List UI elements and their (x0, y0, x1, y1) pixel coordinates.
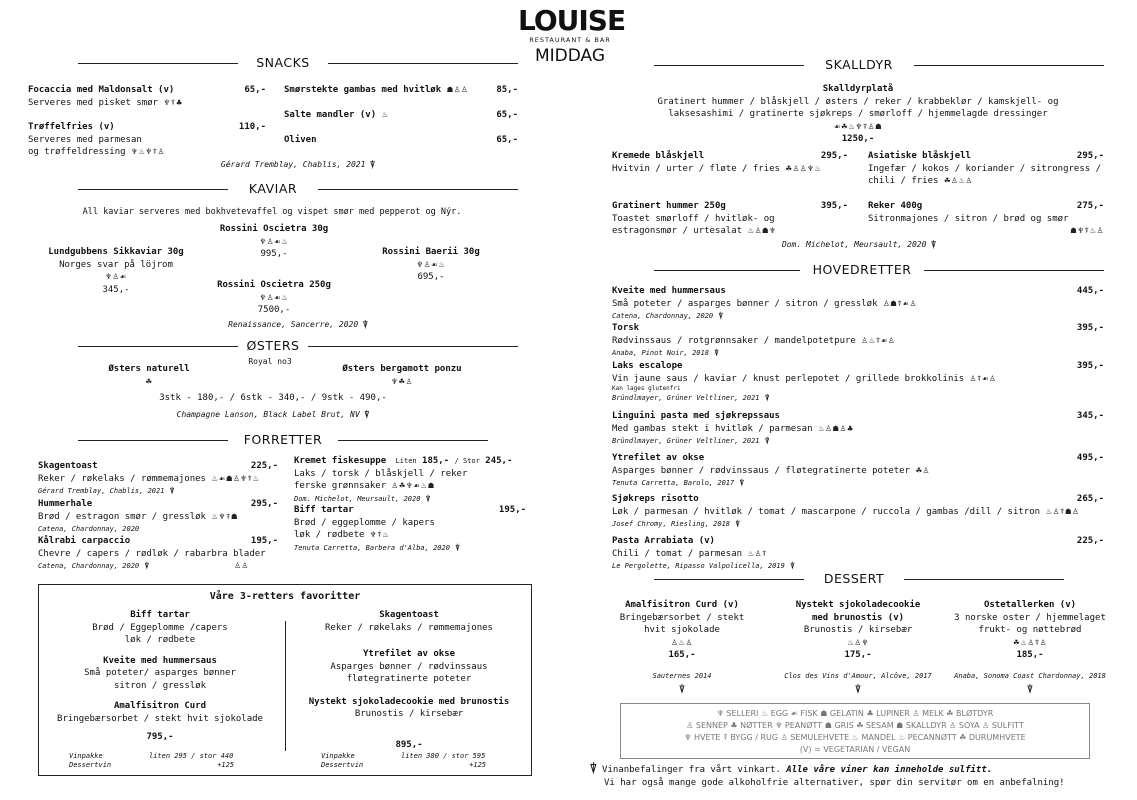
wine-text: Champagne Lanson, Black Label Brut, NV (176, 410, 360, 419)
item-name: Focaccia med Maldonsalt (v) (28, 85, 175, 95)
item-desc: laksesashimi / gratinerte sjøkreps / smørloff / hjemmelagde dressinger (668, 109, 1048, 119)
box-left-column (43, 609, 277, 744)
box-divider (285, 621, 286, 751)
allergen-icons: ☗♆⍒♨♙ (1070, 226, 1104, 235)
item-desc: Ingefær / kokos / koriander / sitrongress / (868, 163, 1101, 174)
item-desc: 3 norske oster / hjemmelaget (954, 612, 1106, 623)
item-name: Biff tartar (130, 610, 190, 620)
item-price: 1250,- (841, 134, 875, 144)
forretter-title: FORRETTER (243, 432, 323, 447)
item-name: Amalfisitron Curd (v) (625, 600, 739, 610)
item-name: Kremede blåskjell (612, 151, 705, 161)
dessert-title: DESSERT (823, 571, 885, 586)
three-course-box (38, 584, 532, 776)
wine-text: Renaissance, Sancerre, 2020 (228, 320, 359, 329)
item-desc: Serveres med parmesan (28, 134, 142, 145)
allergen-icons: ♙⍒☙♙ (969, 373, 997, 383)
item-price: 195,- (498, 505, 526, 515)
osters-title: ØSTERS (246, 338, 300, 353)
hovedretter-title: HOVEDRETTER (812, 262, 912, 277)
allergen-icons: ♨☙☗♙♆⍒♨ (211, 473, 260, 483)
menu-item (194, 279, 354, 317)
item-name: Trøffelfries (v) (28, 122, 115, 132)
logo-wordmark: LOUISE (518, 4, 626, 37)
pkg-price: liten 380 / stor 595 (401, 752, 486, 760)
wine-text: Dom. Michelot, Meursault, 2020 (781, 240, 927, 249)
wine-glass-icon: ⍒ (144, 562, 149, 570)
item-price: 695,- (417, 272, 445, 282)
osters-section-header (78, 338, 518, 354)
wine-glass-icon: ⍒ (764, 394, 770, 402)
wine-glass-icon: ⍒ (739, 479, 744, 487)
pkg-price: liten 295 / stor 440 (149, 752, 234, 760)
menu-item (612, 150, 848, 175)
item-desc: Brunostis / kirsebær (803, 625, 913, 635)
menu-item (34, 246, 198, 296)
item-desc: Bringebærsorbet / stekt hvit sjokolade (57, 713, 263, 724)
menu-item (606, 599, 758, 696)
wine-text: Gérard Tremblay, Chablis, 2021 (38, 487, 165, 495)
wine-glass-icon: ⍒ (169, 487, 175, 495)
menu-item (28, 84, 266, 109)
item-price: 165,- (668, 650, 696, 660)
wine-text: Dom. Michelot, Meursault, 2020 (294, 494, 421, 503)
menu-item (612, 410, 1104, 448)
item-desc: Norges svar på löjrom (59, 259, 173, 270)
item-desc: Bringebærsorbet / stekt (619, 612, 745, 623)
wine-text: Anaba, Sonoma Coast Chardonnay, 2018 (954, 671, 1106, 680)
allergen-icons: ♆♙☙ (105, 272, 127, 281)
wine-text: Clos des Vins d'Amour, Alcôve, 2017 (784, 671, 932, 680)
snacks-section-header (78, 55, 518, 71)
wine-text: Gérard Tremblay, Chablis, 2021 (220, 160, 366, 169)
allergen-icons: ☘♙♨♙ (943, 176, 973, 185)
allergen-icons: ☗♙♙ (446, 85, 469, 94)
forretter-section-header (78, 432, 488, 448)
menu-item (294, 504, 526, 554)
item-name: Sjøkreps risotto (612, 494, 699, 504)
allergen-icons: ♆⍒♣ (163, 97, 183, 107)
item-name: Østers bergamott ponzu (342, 364, 462, 374)
allergen-icons: ♙☗⍒☙♙ (882, 298, 917, 308)
wine-glass-icon: ⍒ (455, 543, 460, 552)
snacks-title: SNACKS (256, 55, 310, 70)
wine-text: Catena, Chardonnay, 2020 (612, 312, 714, 320)
pkg-label: Dessertvin (69, 761, 112, 769)
wine-recommendation (654, 239, 1064, 252)
item-name: Kveite med hummersaus (103, 655, 217, 666)
allergen-icons: ♨ (381, 110, 389, 119)
item-name: Ostetallerken (v) (983, 600, 1077, 610)
item-price: 265,- (1076, 494, 1104, 504)
wine-text: Catena, Chardonnay, 2020 (38, 525, 140, 533)
logo (518, 4, 626, 44)
allergen-icons: ☙☘♨♆⍒♙☗ (833, 121, 883, 131)
menu-item (38, 498, 278, 536)
wine-text: Bründlmayer, Grüner Veltliner, 2021 (612, 437, 760, 445)
item-price: 395,- (1076, 323, 1104, 333)
pkg-label: Vinpakke (69, 752, 103, 760)
item-desc: fløtegratinerte poteter (346, 674, 472, 684)
allergen-row: ♆ HVETE ⍒ BYGG / RUG ♙ SEMULEHVETE ♨ MANDEL ♨ PECANNØTT ☘ DURUMHVETE (684, 733, 1026, 742)
item-price: 345,- (1076, 411, 1104, 421)
menu-item (194, 223, 354, 261)
item-desc: Rødvinssaus / rotgrønnsaker / mandelpotetpure (612, 335, 856, 346)
item-desc: Asparges bønner / rødvinssaus / fløtegratinerte poteter (612, 465, 911, 476)
item-desc: chili / fries (868, 176, 939, 186)
hovedretter-section-header (654, 262, 1104, 278)
item-desc: Asparges bønner / rødvinssaus (330, 661, 488, 672)
menu-item (38, 460, 278, 498)
allergen-icons: ♆⍒♨ (369, 530, 390, 539)
allergen-icons: ♙☘♆☙♨☗ (391, 481, 435, 490)
wine-glass-icon: ⍒ (679, 684, 685, 695)
item-desc: Chili / tomat / parmesan (612, 548, 743, 559)
item-desc: Brød / estragon smør / gressløk (38, 511, 206, 522)
wine-text: Josef Chromy, Riesling, 2018 (612, 520, 731, 528)
wine-glass-icon: ⍒ (1027, 684, 1033, 695)
allergen-icons: ♙♨⍒☙♙ (861, 335, 896, 345)
item-price: 65,- (496, 110, 518, 120)
wine-text: Le Pergolette, Ripasso Valpolicella, 2019 (612, 562, 785, 570)
kaviar-section-header (78, 181, 518, 197)
footer-line-1b: Alle våre viner kan inneholde sulfitt. (786, 765, 993, 775)
wine-text: Catena, Chardonnay, 2020 (38, 562, 140, 570)
wine-glass-icon: ⍒ (735, 520, 740, 528)
item-price: 185,- (1016, 650, 1044, 660)
menu-item (612, 452, 1104, 490)
wine-glass-icon: ⍒ (425, 494, 431, 503)
item-name: Pasta Arrabiata (v) (612, 536, 715, 546)
oyster-variety-note: Royal no3 (248, 357, 292, 366)
menu-price: 895,- (395, 739, 423, 750)
item-price: 245,- (485, 456, 513, 466)
item-name: Salte mandler (v) (284, 110, 377, 120)
item-desc: estragonsmør / urtesalat (612, 226, 743, 236)
item-price: 275,- (1076, 201, 1104, 211)
item-desc: Serveres med pisket smør (28, 97, 159, 108)
allergen-row: (V) = VEGETARIAN / VEGAN (799, 745, 911, 754)
wine-package (69, 752, 249, 770)
wine-recommendation (78, 409, 468, 422)
item-price: 345,- (102, 284, 130, 295)
item-name: Nystekt sjokoladecookie (795, 600, 921, 610)
skalldyr-title: SKALLDYR (825, 57, 893, 72)
menu-item (612, 535, 1104, 573)
wine-glass-icon: ⍒ (855, 684, 861, 695)
kaviar-title: KAVIAR (248, 181, 298, 196)
menu-item (772, 599, 944, 696)
item-desc: og trøffeldressing (28, 147, 126, 157)
wine-text: Tenuta Carretta, Barbera d'Alba, 2020 (294, 543, 450, 552)
item-price: 7500,- (257, 305, 291, 315)
allergen-icons: ☘ (145, 376, 153, 386)
item-name: Nystekt sjokoladecookie med brunostis (308, 696, 510, 707)
box-right-column (291, 609, 527, 751)
wine-glass-icon: ⍒ (931, 240, 937, 249)
item-price: 295,- (250, 499, 278, 509)
item-price: 65,- (244, 85, 266, 95)
wine-package (321, 752, 501, 770)
item-price: 395,- (820, 201, 848, 211)
item-desc: Reker / røkelaks / rømmemajones (325, 622, 493, 633)
item-desc: Vin jaune saus / kaviar / knust perlepotet / grillede brokkolinis (612, 373, 965, 384)
dessert-section-header (654, 571, 1064, 587)
item-name: Ytrefilet av okse (362, 649, 456, 659)
allergen-row: ♆ SELLERI ♨ EGG ☙ FISK ☗ GELATIN ♣ LUPINER ♙ MELK ☘ BLØTDYR (716, 709, 994, 718)
menu-item (366, 246, 496, 284)
item-name: Kålrabi carpaccio (38, 536, 131, 546)
menu-item (28, 121, 266, 159)
item-price: 175,- (844, 650, 872, 660)
item-desc: Små poteter / asparges bønner / sitron / gressløk (612, 298, 878, 309)
item-price: 395,- (1076, 361, 1104, 371)
item-desc: Små poteter/ asparges bønner (84, 668, 236, 678)
pkg-price: +125 (217, 761, 234, 769)
menu-price: 795,- (146, 732, 174, 742)
item-name: Laks escalope (612, 361, 683, 371)
menu-item (612, 360, 1104, 405)
allergen-icons: ☘♙♙♆♨ (785, 163, 822, 173)
pkg-label: Vinpakke (321, 752, 355, 760)
item-desc: Toastet smørloff / hvitløk- og (612, 213, 775, 224)
allergen-icons: ♨♙♆ (847, 637, 869, 647)
item-price: 110,- (238, 122, 266, 132)
item-name: Amalfisitron Curd (113, 701, 207, 711)
wine-text: Sauternes 2014 (652, 671, 712, 680)
item-price: 185,- (422, 456, 450, 466)
item-desc: Brød / eggeplomme / kapers (294, 517, 435, 528)
menu-item (612, 83, 1104, 146)
footer-note (590, 763, 1130, 777)
oyster-prices: 3stk - 180,- / 6stk - 340,- / 9stk - 490,- (159, 393, 387, 403)
item-name: Linguini pasta med sjøkrepssaus (612, 411, 780, 421)
menu-item (612, 322, 1104, 360)
item-price: 995,- (260, 249, 288, 259)
item-price: 295,- (820, 151, 848, 161)
wine-glass-icon: ⍒ (370, 160, 376, 169)
allergen-icons: ♆☘♙ (391, 376, 413, 386)
allergen-icons: ♆♙☙♨ (416, 259, 446, 269)
allergen-icons: ♨♙⍒☗♙ (1045, 506, 1080, 516)
wine-glass-icon: ⍒ (364, 410, 370, 419)
menu-item (868, 150, 1104, 188)
wine-recommendation (78, 319, 518, 332)
allergen-icons: ♨♙⍒ (747, 548, 767, 558)
item-price: 445,- (1076, 286, 1104, 296)
item-name: Reker 400g (868, 201, 923, 211)
item-note: Kan lages glutenfri (612, 385, 681, 392)
item-desc: sitron / gressløk (113, 680, 207, 691)
item-name: Rossini Baerii 30g (382, 247, 480, 257)
item-desc: Reker / røkelaks / rømmemajones (38, 473, 206, 484)
item-desc: løk / rødbete (124, 635, 196, 645)
item-name: Torsk (612, 323, 640, 333)
allergen-icons: ♨♙☗♙♣ (817, 423, 855, 433)
item-price: 225,- (250, 461, 278, 471)
pkg-label: Dessertvin (321, 761, 364, 769)
menu-item (612, 493, 1104, 531)
item-desc: Chevre / capers / rødløk / rabarbra blader (38, 548, 266, 559)
item-name: Gratinert hummer 250g (612, 201, 726, 211)
item-name: Kremet fiskesuppe (294, 456, 387, 466)
item-desc: frukt- og nøttebrød (978, 625, 1082, 635)
item-desc: Brunostis / kirsebær (354, 709, 464, 719)
item-name: med brunostis (v) (811, 612, 905, 623)
size-label: / Stor (454, 457, 480, 465)
item-desc: løk / rødbete (294, 530, 365, 540)
item-desc: Sitronmajones / sitron / brød og smør (868, 213, 1069, 224)
wine-glass-icon: ⍒ (790, 562, 795, 570)
item-name: Skalldyrplatå (822, 84, 894, 94)
item-name: Kveite med hummersaus (612, 286, 726, 296)
three-course-title: Våre 3-retters favoritter (209, 591, 361, 602)
menu-item (612, 200, 848, 238)
allergen-icons: ♙♨♙ (671, 637, 693, 647)
kaviar-intro: All kaviar serveres med bokhvetevaffel og vispet smør med pepperot og Nýr. (82, 207, 462, 217)
item-price: 225,- (1076, 536, 1104, 546)
allergen-icons: ♆♨♆⍒♙ (130, 147, 165, 156)
item-name: Biff tartar (294, 505, 354, 515)
item-name: Oliven (284, 135, 317, 145)
skalldyr-section-header (654, 57, 1104, 73)
item-name: Østers naturell (108, 364, 190, 374)
item-name: Lundgubbens Sikkaviar 30g (48, 247, 184, 257)
wine-text: Bründlmayer, Grüner Veltliner, 2021 (612, 394, 760, 402)
menu-item (322, 363, 482, 388)
item-desc: hvit sjokolade (644, 625, 720, 635)
wine-recommendation (78, 159, 518, 172)
item-price: 85,- (496, 85, 518, 95)
pkg-price: +125 (469, 761, 486, 769)
item-name: Rossini Oscietra 250g (217, 280, 331, 290)
item-desc: Løk / parmesan / hvitløk / tomat / mascarpone / ruccola / gambas /dill / sitron (612, 506, 1041, 517)
item-name: Smørstekte gambas med hvitløk (284, 85, 442, 95)
menu-item (38, 535, 278, 573)
size-label: Liten (395, 457, 417, 465)
item-price: 495,- (1076, 453, 1104, 463)
item-desc: Hvitvin / urter / fløte / fries (612, 163, 780, 174)
item-name: Hummerhale (38, 499, 93, 509)
item-desc: Med gambas stekt i hvitløk / parmesan (612, 423, 813, 434)
page-title: MIDDAG (534, 46, 606, 66)
menu-item (284, 134, 518, 147)
item-desc: ferske grønnsaker (294, 481, 387, 491)
allergen-icons: ♆♙☙♨ (259, 236, 289, 246)
item-name: Ytrefilet av okse (612, 453, 705, 463)
item-desc: Brød / Eggeplomme /capers (92, 622, 228, 633)
allergen-icons: ☘♨♙⍒♙ (1013, 637, 1047, 647)
menu-item (284, 109, 518, 122)
allergen-legend (620, 703, 1090, 759)
allergen-icons: ☘♙ (915, 465, 930, 475)
allergen-icons: ♨♆⍒☗ (211, 511, 239, 521)
item-price: 295,- (1076, 151, 1104, 161)
menu-item (942, 599, 1118, 696)
menu-item (84, 363, 214, 388)
item-desc: Laks / torsk / blåskjell / reker (294, 468, 468, 479)
wine-glass-icon: ⍒ (718, 312, 723, 320)
wine-glass-icon: ⍒ (714, 349, 719, 357)
wine-text: Tenuta Carretta, Barolo, 2017 (612, 479, 735, 487)
item-price: 195,- (250, 536, 278, 546)
footer-note-2: Vi har også mange gode alkoholfrie alternativer, spør din servitør om en anbefalning! (604, 778, 1065, 788)
allergen-icons: ♙♙ (234, 561, 249, 570)
allergen-row: ♙ SENNEP ♣ NØTTER ♆ PEANØTT ☗ GRIS ☘ SESAM ☗ SKALLDYR ♙ SOYA ♙ SULFITT (686, 721, 1024, 730)
menu-item (294, 455, 534, 505)
item-desc: Gratinert hummer / blåskjell / østers / reker / krabbeklør / kamskjell- og (657, 96, 1059, 107)
menu-item (612, 285, 1104, 323)
logo-subtitle: RESTAURANT & BAR (529, 36, 611, 44)
allergen-icons: ♆♙☙♨ (259, 292, 289, 302)
wine-text: Anaba, Pinot Noir, 2018 (612, 349, 709, 357)
footer-line-1a: Vinanbefalinger fra vårt vinkart. (602, 765, 781, 775)
wine-glass-icon: ⍒ (363, 320, 368, 329)
allergen-icons: ♨♙☗♆ (747, 226, 777, 235)
menu-item (284, 84, 518, 97)
item-name: Asiatiske blåskjell (868, 151, 971, 161)
item-name: Skagentoast (38, 461, 98, 471)
wine-glass-icon: ⍒ (764, 437, 770, 445)
item-price: 65,- (496, 135, 518, 145)
wine-glass-icon: ⍒ (590, 762, 597, 775)
item-name: Rossini Oscietra 30g (219, 224, 329, 234)
menu-item (868, 200, 1104, 235)
item-name: Skagentoast (379, 610, 439, 620)
